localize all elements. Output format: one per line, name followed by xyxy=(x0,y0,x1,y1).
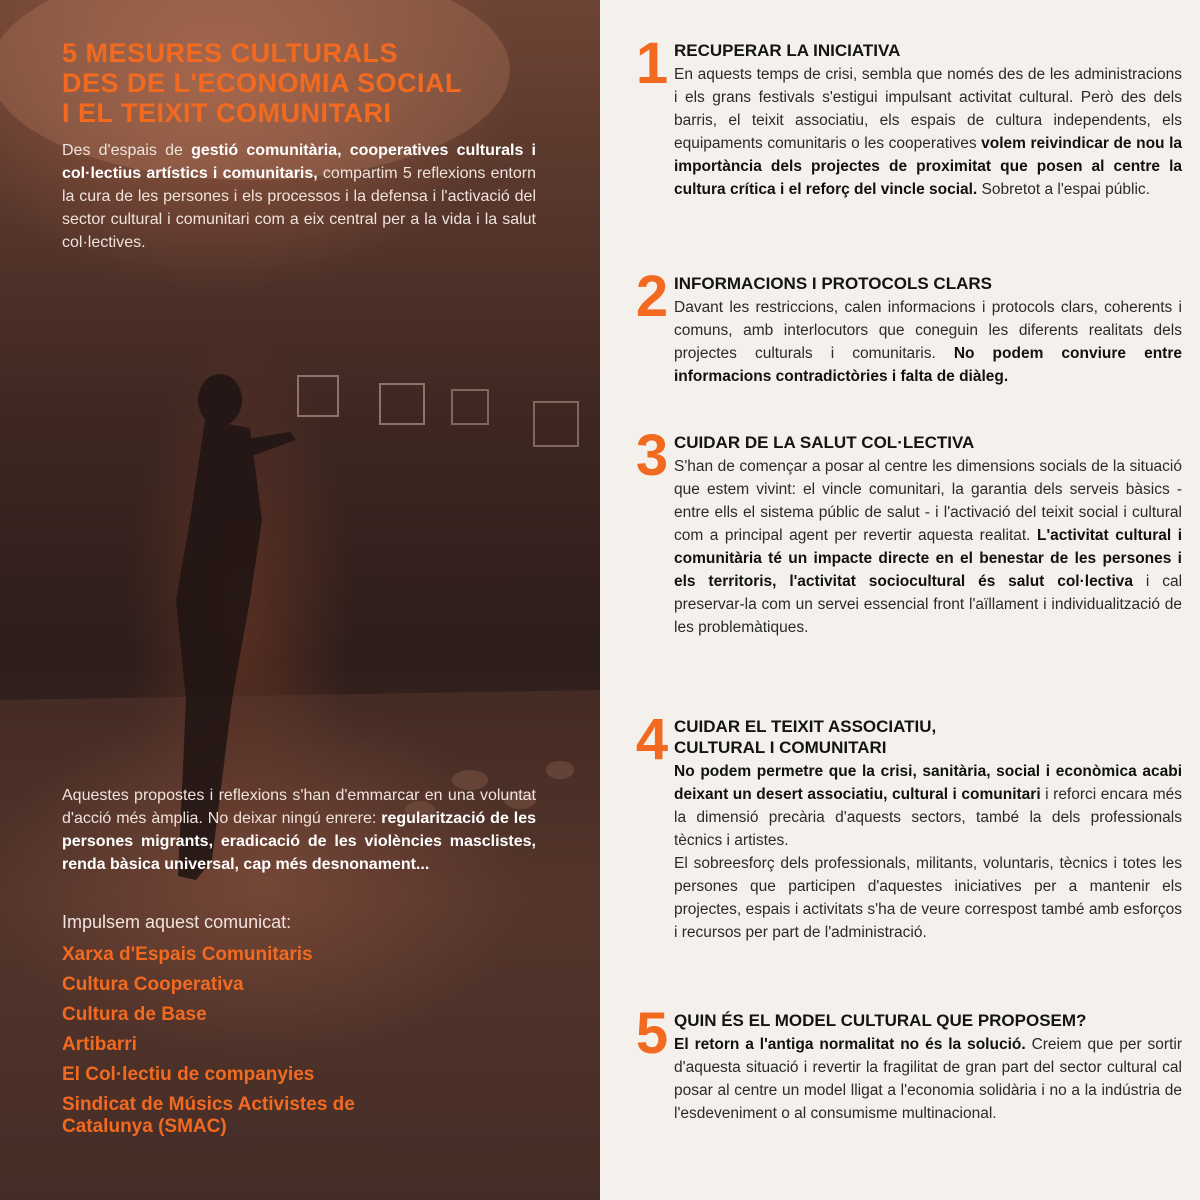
closing-bold: regularització de les persones migrants, eradicació de les violències masclistes, renda bàsica universal, cap més desnonament... xyxy=(62,810,536,873)
signatory: Sindicat de Músics Activistes de Catalunya (SMAC) xyxy=(62,1094,355,1137)
main-title-line: DES DE L'ECONOMIA SOCIAL xyxy=(62,68,462,98)
measure-text-regular: Creiem que per sortir d'aquesta situació i revertir la fragilitat de gran part del sector cultural cal posar al centre un model lligat a l'economia solidària i no a la indústria de l'esdeveniment o al consumisme multinacional. xyxy=(674,1036,1182,1122)
measure-text xyxy=(674,63,1182,201)
main-title-line: 5 MESURES CULTURALS xyxy=(62,38,399,68)
measure-text xyxy=(674,760,1182,852)
measure-text-regular: i cal preservar-la com un servei essencial front l'aïllament i individualització de les problemàtiques. xyxy=(674,573,1183,636)
main-title xyxy=(62,38,462,128)
intro-bold: gestió comunitària, cooperatives culturals i col·lectius artístics i comunitaris, xyxy=(62,142,536,182)
measure-text xyxy=(674,1033,1182,1125)
measure-title: INFORMACIONS I PROTOCOLS CLARS xyxy=(674,274,992,293)
measure-text-bold: No podem conviure entre informacions contradictòries i falta de diàleg. xyxy=(674,345,1182,385)
signatory: Artibarri xyxy=(62,1034,137,1055)
measure-text-bold: L'activitat cultural i comunitària té un impacte directe en el benestar de les persones i els territoris, l'activitat sociocultural és salut col·lectiva xyxy=(674,527,1182,590)
measure-text-regular: Davant les restriccions, calen informacions i protocols clars, coherents i comuns, amb interlocutors que coneguin les diferents realitats dels projectes culturals i comunitaris. xyxy=(674,299,1182,362)
measure-title: RECUPERAR LA INICIATIVA xyxy=(674,41,901,60)
measure-text-bold: No podem permetre que la crisi, sanitària, social i econòmica acabi deixant un desert associatiu, cultural i comunitari xyxy=(674,763,1182,803)
intro-paragraph xyxy=(62,139,536,254)
measure-text-regular: Sobretot a l'espai públic. xyxy=(977,181,1150,198)
measure-text xyxy=(674,455,1182,639)
signatory: Cultura Cooperativa xyxy=(62,974,244,995)
closing-paragraph xyxy=(62,784,536,876)
signatories-heading: Impulsem aquest comunicat: xyxy=(62,912,292,932)
measure-text-second: El sobreesforç dels professionals, militants, voluntaris, tècnics i totes les persones que participen d'aquestes iniciatives per a mantenir els projectes, espais i activitats s'ha de veure correspost també amb esforços i recursos per part de l'administració. xyxy=(674,855,1182,941)
right-panel xyxy=(600,0,1200,1200)
main-title-line: I EL TEIXIT COMUNITARI xyxy=(62,98,392,128)
measure-number: 5 xyxy=(635,1001,669,1066)
signatories-list xyxy=(62,944,442,1146)
measure-text-bold: volem reivindicar de nou la importància dels projectes de proximitat que posen al centre la cultura crítica i el reforç del vincle social. xyxy=(674,135,1183,198)
signatory: Xarxa d'Espais Comunitaris xyxy=(62,944,313,965)
measure-title xyxy=(674,716,1182,758)
measure-number: 4 xyxy=(635,707,669,772)
measure-text-regular: En aquests temps de crisi, sembla que només des de les administracions i els grans festivals s'estigui impulsant activitat cultural. Però des dels barris, el teixit associatiu, els espais de cultura independents, els equipaments comunitaris o les cooperatives xyxy=(674,66,1182,152)
measure-1 xyxy=(622,31,1183,201)
signatory: El Col·lectiu de companyies xyxy=(62,1064,315,1085)
measure-title: CUIDAR DE LA SALUT COL·LECTIVA xyxy=(674,433,975,452)
intro-text: Des d'espais de xyxy=(62,142,192,159)
measure-title-line: CUIDAR EL TEIXIT ASSOCIATIU, xyxy=(674,717,937,736)
measure-number: 2 xyxy=(635,264,669,329)
signatory: Cultura de Base xyxy=(62,1004,207,1025)
measure-number: 3 xyxy=(635,423,669,488)
measure-title: QUIN ÉS EL MODEL CULTURAL QUE PROPOSEM? xyxy=(674,1011,1087,1030)
measure-title-line: CULTURAL I COMUNITARI xyxy=(674,738,887,757)
intro-text: compartim 5 reflexions entorn la cura de les persones i els processos i la defensa i l'activació del sector cultural i comunitari com a eix central per a la vida i la salut col·lectives. xyxy=(62,165,536,251)
measure-5 xyxy=(622,1001,1182,1125)
measure-4 xyxy=(622,707,1182,944)
measure-number: 1 xyxy=(635,31,669,96)
closing-text: Aquestes propostes i reflexions s'han d'emmarcar en una voluntat d'acció més àmplia. No deixar ningú enrere: xyxy=(62,787,536,827)
measure-2 xyxy=(622,264,1182,388)
measure-text-regular: S'han de començar a posar al centre les dimensions socials de la situació que estem vivint: el vincle comunitari, la garantia dels serveis bàsics - entre ells el sistema públic de salut - i l'activació del teixit social i cultural com a principal agent per revertir aquesta realitat. xyxy=(674,458,1182,544)
measure-text xyxy=(674,296,1182,388)
measure-text-bold: El retorn a l'antiga normalitat no és la solució. xyxy=(674,1036,1026,1053)
measure-text-regular: i reforci encara més la dimensió precària d'aquests sectors, també la dels professionals tècnics i artistes. xyxy=(674,786,1182,849)
measure-3 xyxy=(622,423,1183,639)
